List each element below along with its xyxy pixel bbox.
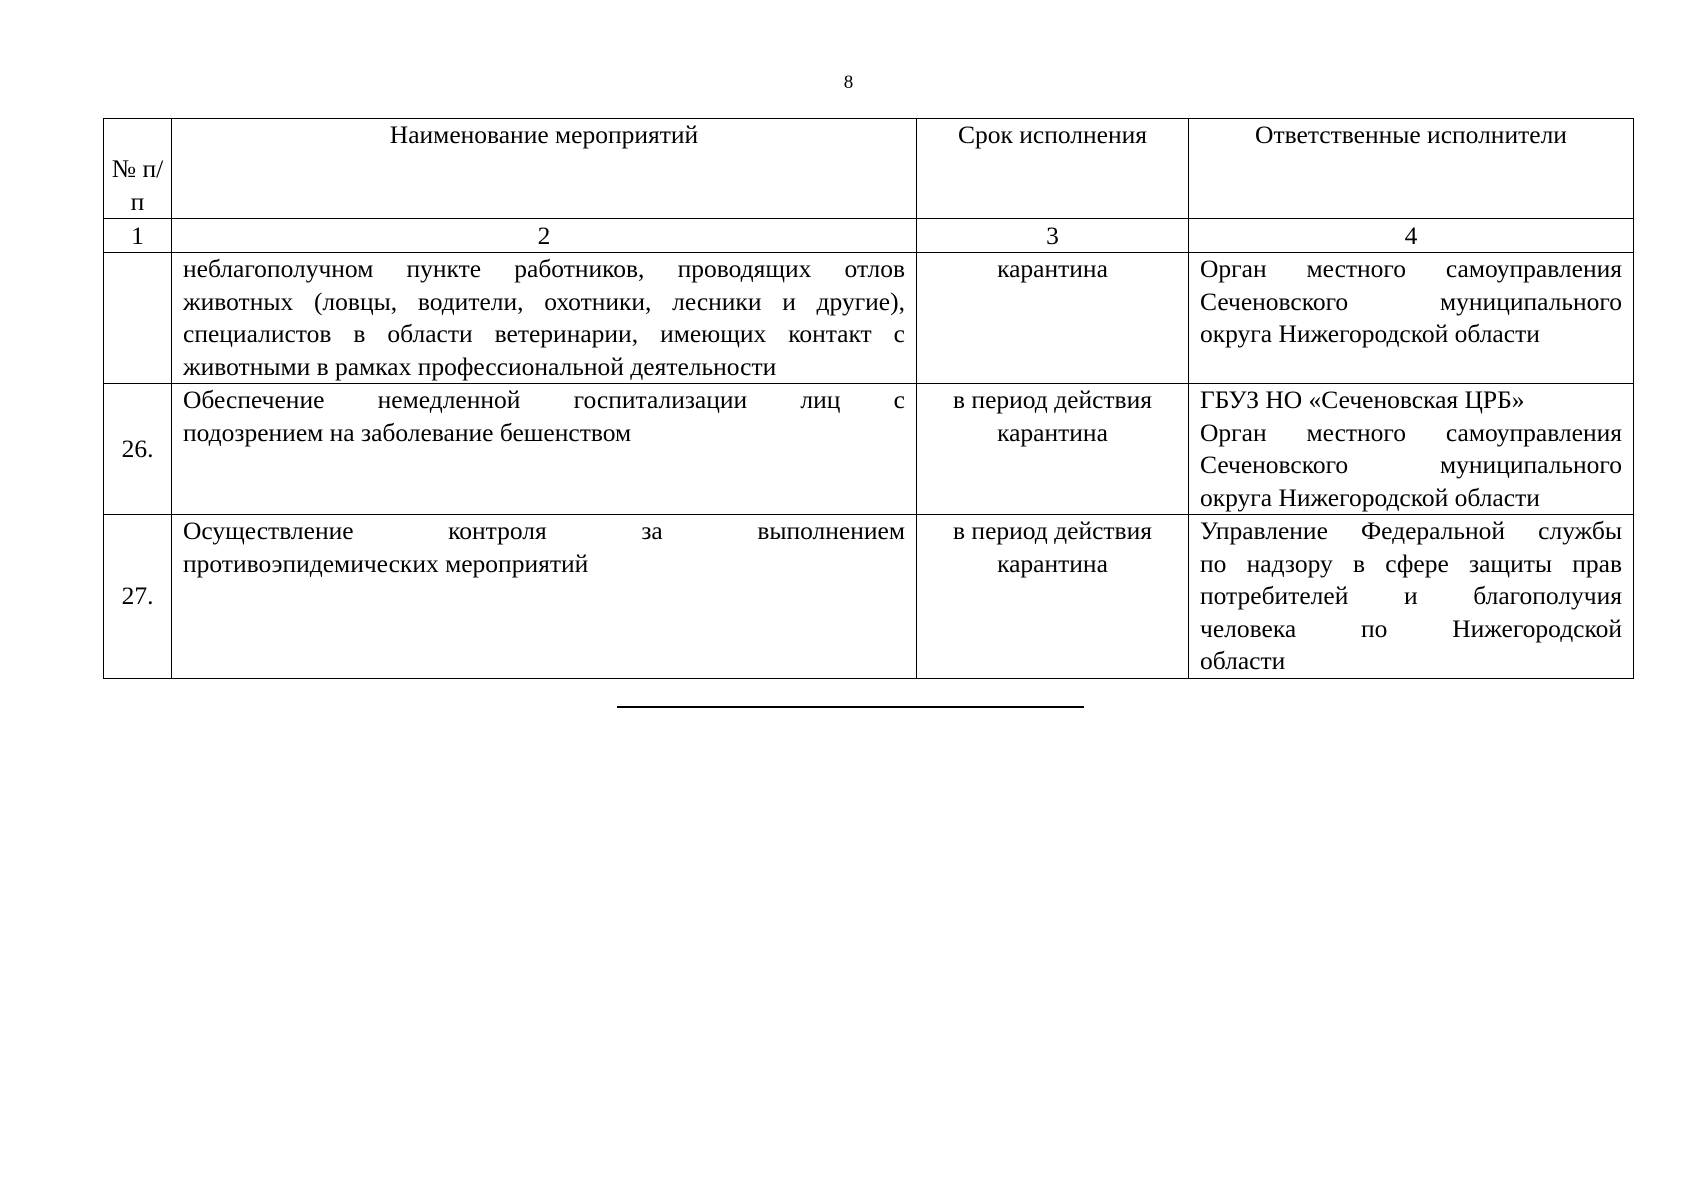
row-number	[104, 253, 172, 384]
header-deadline: Срок исполнения	[917, 119, 1189, 219]
measure-name	[172, 384, 917, 515]
text-line: Орган местного самоуправления	[1200, 417, 1622, 447]
table-row	[104, 515, 1634, 679]
table-row	[104, 253, 1634, 384]
text-line: противоэпидемических мероприятий	[183, 548, 589, 578]
header-num: № п/п	[104, 119, 172, 219]
text-line: животными в рамках профессиональной деятельности	[183, 351, 777, 381]
responsible	[1189, 253, 1634, 384]
responsible	[1189, 515, 1634, 679]
text-line: Сеченовского муниципального	[1200, 450, 1622, 479]
column-index-1: 1	[104, 219, 172, 253]
table-row	[104, 384, 1634, 515]
table-header-row	[104, 119, 1634, 219]
text-line: ГБУЗ НО «Сеченовская ЦРБ»	[1200, 385, 1525, 414]
column-index-2: 2	[172, 219, 917, 253]
deadline	[917, 384, 1189, 515]
text-line: потребителей и благополучия	[1200, 581, 1622, 610]
text-line: Обеспечение немедленной госпитализации лиц с	[183, 385, 905, 414]
text-line: округа Нижегородской области	[1200, 319, 1540, 348]
text-line: в период действия	[953, 516, 1152, 545]
deadline	[917, 253, 1189, 384]
measures-table	[103, 118, 1634, 679]
text-line: карантина	[997, 548, 1108, 578]
text-line: Осуществление контроля за выполнением	[183, 516, 905, 545]
text-line: Управление Федеральной службы	[1200, 516, 1622, 545]
column-index-4: 4	[1189, 219, 1634, 253]
column-index-row	[104, 219, 1634, 253]
text-line: Орган местного самоуправления	[1200, 254, 1622, 283]
end-of-document-rule	[617, 706, 1084, 708]
measure-name	[172, 515, 917, 679]
text-line: в период действия	[953, 385, 1152, 414]
text-line: области	[1200, 646, 1286, 675]
header-name: Наименование мероприятий	[172, 119, 917, 219]
text-line: подозрением на заболевание бешенством	[183, 417, 632, 447]
row-number: 26.	[104, 384, 172, 515]
responsible	[1189, 384, 1634, 515]
text-line: человека по Нижегородской	[1200, 613, 1622, 643]
text-line: животных (ловцы, водители, охотники, лесники и другие),	[183, 286, 905, 316]
measure-name	[172, 253, 917, 384]
deadline	[917, 515, 1189, 679]
text-line: карантина	[997, 254, 1108, 283]
text-line: округа Нижегородской области	[1200, 482, 1540, 512]
page-number: 8	[843, 72, 854, 93]
header-responsible: Ответственные исполнители	[1189, 119, 1634, 219]
text-line: карантина	[997, 417, 1108, 447]
text-line: специалистов в области ветеринарии, имеющих контакт с	[183, 319, 905, 348]
text-line: по надзору в сфере защиты прав	[1200, 548, 1622, 578]
text-line: Сеченовского муниципального	[1200, 286, 1622, 316]
row-number: 27.	[104, 515, 172, 679]
column-index-3: 3	[917, 219, 1189, 253]
text-line: неблагополучном пункте работников, проводящих отлов	[183, 254, 905, 283]
